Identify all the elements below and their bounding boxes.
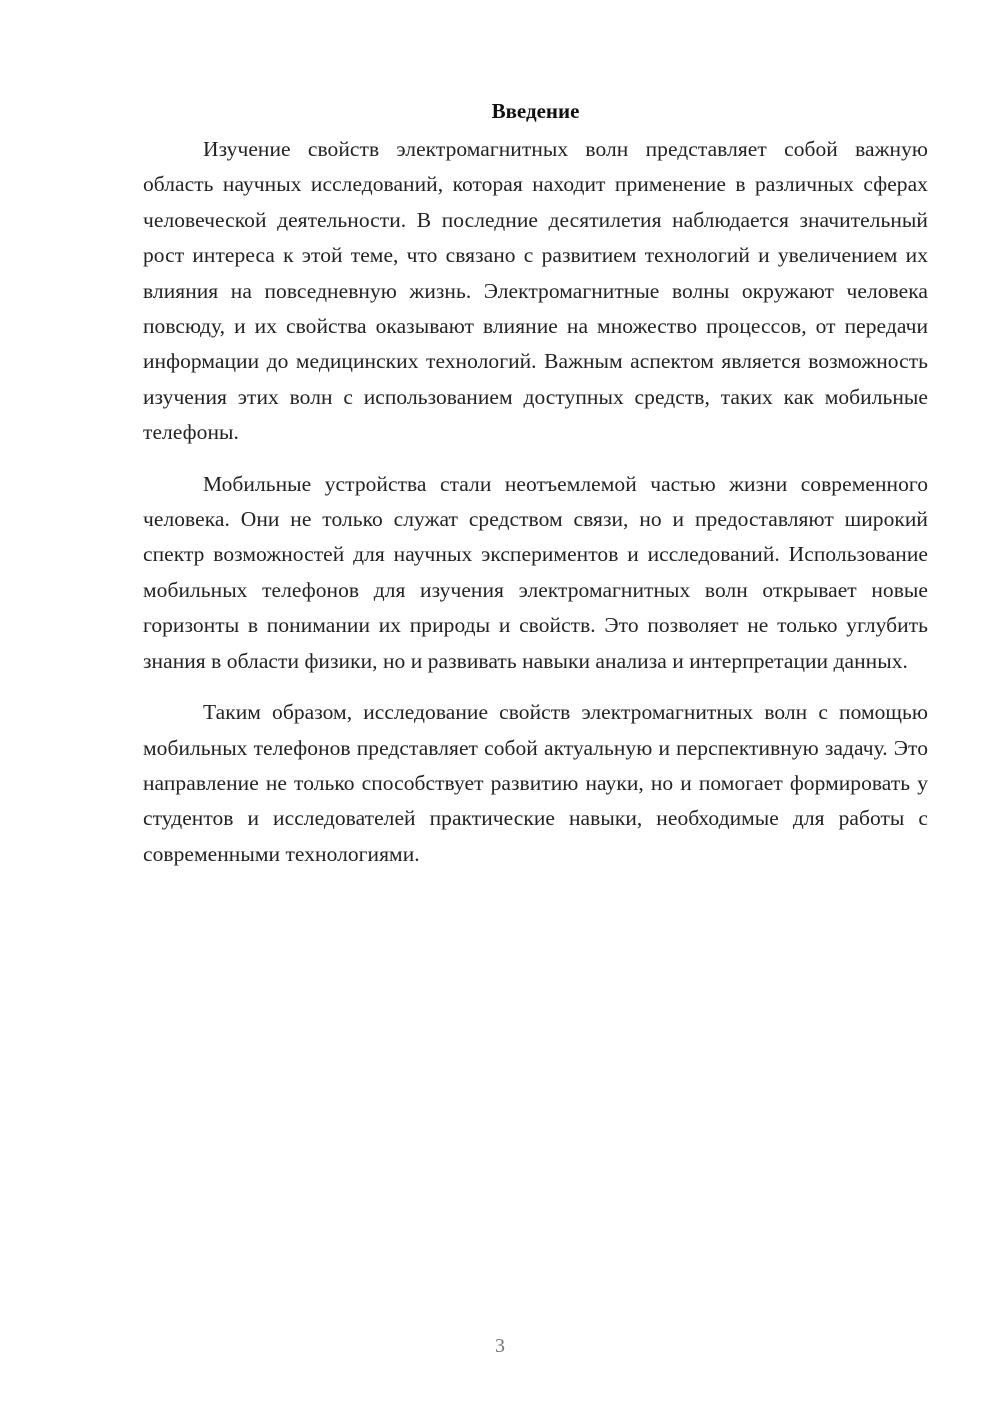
page-number: 3 bbox=[495, 1335, 505, 1357]
paragraph-2: Мобильные устройства стали неотъемлемой частью жизни современного человека. Они не только служат средством связи, но и предоставляют широкий спектр возможностей для научных экспериментов и исследований. Использование мобильных телефонов для изучения электромагнитных волн открывает новые горизонты в понимании их природы и свойств. Это позволяет не только углубить знания в области физики, но и развивать навыки анализа и интерпретации данных. bbox=[143, 471, 928, 673]
section-heading: Введение bbox=[491, 99, 580, 123]
paragraph-1: Изучение свойств электромагнитных волн представляет собой важную область научных исследований, которая находит применение в различных сферах человеческой деятельности. В последние десятилетия наблюдается значительный рост интереса к этой теме, что связано с развитием технологий и увеличением их влияния на повседневную жизнь. Электромагнитные волны окружают человека повсюду, и их свойства оказывают влияние на множество процессов, от передачи информации до медицинских технологий. Важным аспектом является возможность изучения этих волн с использованием доступных средств, таких как мобильные телефоны. bbox=[143, 137, 928, 445]
paragraph-3: Таким образом, исследование свойств электромагнитных волн с помощью мобильных телефонов представляет собой актуальную и перспективную задачу. Это направление не только способствует развитию науки, но и помогает формировать у студентов и исследователей практические навыки, необходимые для работы с современными технологиями. bbox=[143, 700, 928, 866]
page-content bbox=[143, 94, 928, 888]
